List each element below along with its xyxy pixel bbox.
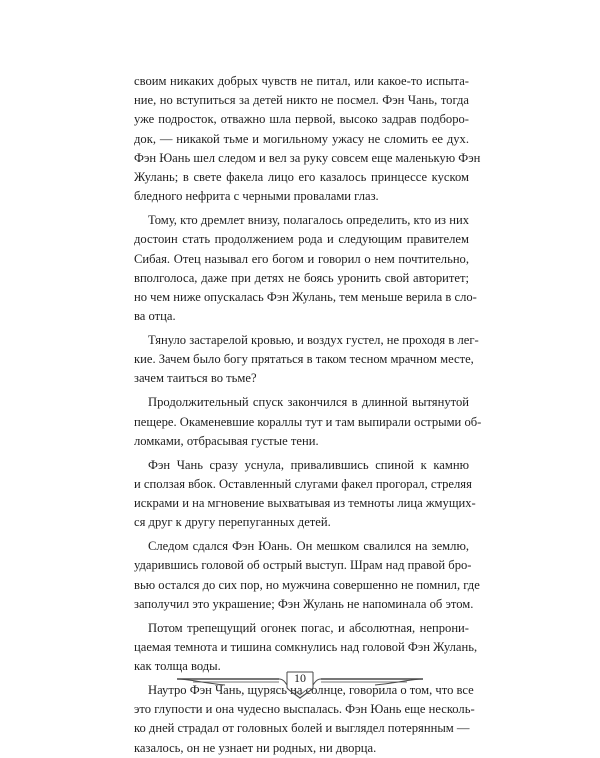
text-line: Тянуло застарелой кровью, и воздух густел, не проходя в лег- [148, 333, 479, 348]
text-line: своим никаких добрых чувств не питал, или какое-то испыта- [134, 74, 469, 88]
paragraph [134, 72, 481, 206]
text-line: ко дней страдал от головных болей и выглядел потерянным — [134, 721, 470, 736]
text-line: казалось, он не узнает ни родных, ни дворца. [134, 740, 377, 755]
text-line: уже подросток, отважно шла первой, высоко задрав подборо- [134, 112, 469, 127]
text-line: Сибая. Отец называл его богом и говорил о нем почтительно, [134, 251, 469, 266]
paragraph [134, 331, 479, 389]
text-line: док, — никакой тьме и могильному ужасу не сломить ее дух. [134, 131, 469, 146]
paragraph [134, 393, 482, 451]
text-line: но чем ниже опускалась Фэн Жулань, тем меньше верила в сло- [134, 289, 477, 304]
text-line: Фэн Юань шел следом и вел за руку совсем еще маленькую Фэн [134, 150, 481, 165]
text-line: ломками, отбрасывая густые тени. [134, 433, 319, 448]
text-line: заполучил это украшение; Фэн Жулань не напоминала об этом. [134, 596, 474, 611]
text-line: Следом сдался Фэн Юань. Он мешком свалился на землю, [148, 539, 469, 554]
text-line: Фэн Чань сразу уснула, привалившись спиной к камню [148, 457, 469, 472]
text-line: это глупости и она чудесно выспалась. Фэн Юань еще несколь- [134, 702, 475, 717]
text-line: цаемая темнота и тишина сомкнулись над головой Фэн Жулань, [134, 639, 478, 654]
text-line: Наутро Фэн Чань, щурясь на солнце, говорила о том, что все [148, 682, 474, 697]
text-line: вполголоса, даже при детях не боясь уронить свой авторитет; [134, 270, 469, 285]
text-line: как толща воды. [134, 659, 221, 674]
text-line: вью остался до сих пор, но мужчина совершенно не помнил, где [134, 577, 480, 592]
text-line: зачем таиться во тьме? [134, 371, 257, 386]
text-line: искрами и на мгновение выхватывая из темноты лица жмущих- [134, 496, 476, 511]
body-text [134, 72, 482, 758]
text-line: и сползая вбок. Оставленный слугами факел прогорал, стреляя [134, 476, 472, 491]
text-line: ва отца. [134, 309, 176, 324]
text-line: Жулань; в свете факела лицо его казалось принцессе куском [134, 170, 469, 185]
page-footer [175, 668, 425, 704]
text-line: Продолжительный спуск закончился в длинной вытянутой [148, 395, 469, 410]
text-line: ся друг к другу перепуганных детей. [134, 515, 331, 530]
text-line: бледного нефрита с черными провалами глаз. [134, 189, 379, 204]
text-line: пещере. Окаменевшие кораллы тут и там выпирали острыми об- [134, 414, 482, 429]
text-line: Тому, кто дремлет внизу, полагалось определить, кто из них [148, 213, 469, 228]
text-line: достоин стать продолжением рода и следующим правителем [134, 232, 469, 247]
paragraph [134, 211, 477, 326]
text-line: кие. Зачем было богу прятаться в таком тесном мрачном месте, [134, 352, 474, 367]
text-line: Потом трепещущий огонек погас, и абсолютная, непрони- [148, 620, 469, 635]
text-line: ударившись головой об острый выступ. Шрам над правой бро- [134, 558, 472, 573]
page-number: 10 [294, 671, 306, 685]
text-line: ние, но вступиться за детей никто не посмел. Фэн Чань, тогда [134, 93, 469, 108]
paragraph [134, 456, 476, 533]
paragraph [134, 537, 480, 614]
